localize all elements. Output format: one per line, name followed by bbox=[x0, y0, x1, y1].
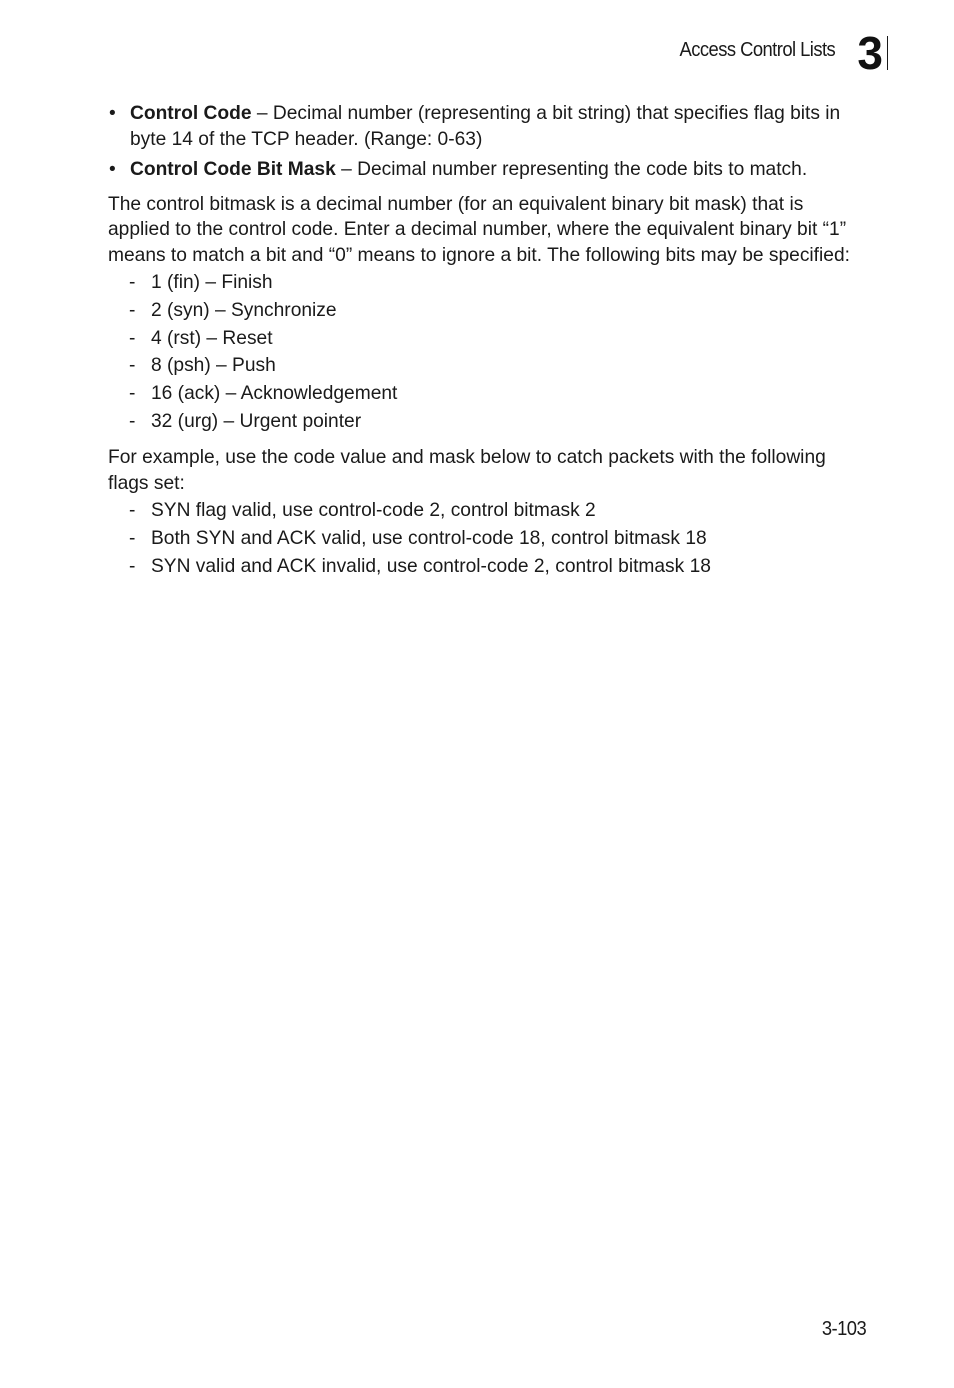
example-paragraph: For example, use the code value and mask below to catch packets with the following flags set: bbox=[108, 447, 826, 494]
term-control-code-bit-mask: Control Code Bit Mask bbox=[130, 159, 336, 180]
term-description: – Decimal number (representing a bit string) that specifies flag bits in byte 14 of the TCP header. (Range: 0-63) bbox=[130, 103, 841, 150]
page-number: 3-103 bbox=[821, 1318, 866, 1340]
list-item: - SYN valid and ACK invalid, use control-code 2, control bitmask 18 bbox=[108, 554, 870, 580]
page-body bbox=[108, 101, 870, 591]
section-title: Access Control Lists bbox=[679, 39, 836, 61]
list-item bbox=[108, 157, 870, 183]
bitmask-paragraph: The control bitmask is a decimal number (for an equivalent binary bit mask) that is applied to the control code. Enter a decimal number, where the equivalent binary bit “1” means to match a bit and “0” means to ignore a bit. The following bits may be specified: bbox=[108, 193, 850, 266]
term-control-code: Control Code bbox=[130, 103, 252, 124]
list-item bbox=[108, 101, 870, 152]
list-item: - 32 (urg) – Urgent pointer bbox=[108, 409, 870, 435]
list-item: - 1 (fin) – Finish bbox=[108, 270, 870, 296]
list-item: - Both SYN and ACK valid, use control-code 18, control bitmask 18 bbox=[108, 526, 870, 552]
term-description: – Decimal number representing the code bits to match. bbox=[335, 159, 808, 180]
list-item: - 8 (psh) – Push bbox=[108, 353, 870, 379]
list-item: - 2 (syn) – Synchronize bbox=[108, 298, 870, 324]
list-item: - SYN flag valid, use control-code 2, control bitmask 2 bbox=[108, 498, 870, 524]
list-item: - 4 (rst) – Reset bbox=[108, 326, 870, 352]
list-item: - 16 (ack) – Acknowledgement bbox=[108, 381, 870, 407]
examples-list bbox=[108, 498, 870, 579]
chapter-number: 3 bbox=[857, 36, 888, 70]
parameter-list bbox=[108, 101, 870, 183]
bits-list bbox=[108, 270, 870, 434]
page-header bbox=[666, 27, 888, 79]
